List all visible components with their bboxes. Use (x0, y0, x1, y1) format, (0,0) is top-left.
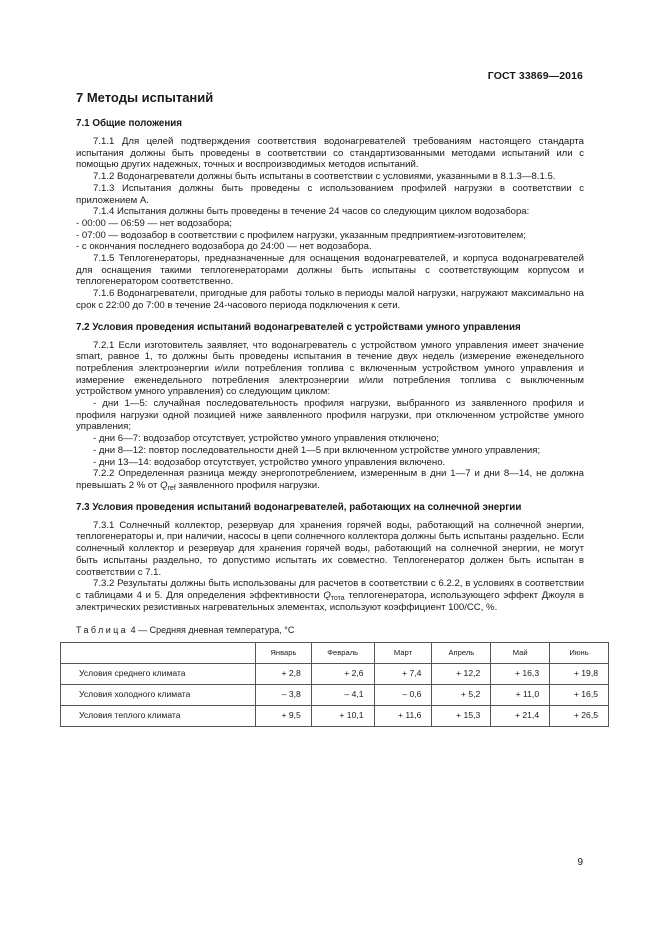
list-item: - дни 8—12: повтор последовательности дней 1—5 при включенном устройстве умного управления; (93, 444, 541, 456)
header-cell: Апрель (432, 643, 491, 664)
subsection-title-7-1: 7.1 Общие положения (76, 118, 183, 129)
paragraph-7-1-4: 7.1.4 Испытания должны быть проведены в течение 24 часов со следующим циклом водозабора: (93, 206, 530, 218)
section-title: 7 Методы испытаний (76, 90, 214, 105)
paragraph-7-1-6: 7.1.6 Водонагреватели, пригодные для работы только в периоды малой нагрузки, нагружают максимально на срок с 22:00 до 7:00 в течение 24-часового периода подключения к сети. (76, 288, 584, 311)
paragraph-7-1-3: 7.1.3 Испытания должны быть проведены с использованием профилей нагрузки в соответствии с приложением А. (76, 182, 584, 206)
table-header-row (61, 643, 609, 664)
table-cell: + 2,8 (256, 664, 312, 685)
subsection-title-7-3: 7.3 Условия проведения испытаний водонагревателей, работающих на солнечной энергии (76, 501, 522, 513)
header-cell: Январь (256, 643, 312, 664)
header-cell: Март (374, 643, 432, 664)
subsection-title-7-2: 7.2 Условия проведения испытаний водонагревателей с устройствами умного управления (76, 321, 521, 333)
table-cell: + 11,0 (491, 685, 550, 706)
table-cell: + 10,1 (311, 706, 374, 727)
list-item: - дни 6—7: водозабор отсутствует, устройство умного управления отключено; (93, 433, 439, 445)
table-cell: + 26,5 (550, 706, 609, 727)
temperature-table (60, 642, 609, 727)
table-caption: Таблица 4 — Средняя дневная температура, °С (76, 625, 295, 636)
table-cell: + 21,4 (491, 706, 550, 727)
page-content (76, 90, 598, 727)
row-label: Условия среднего климата (61, 664, 256, 685)
standard-code: ГОСТ 33869—2016 (487, 70, 583, 82)
table-cell: – 0,6 (374, 685, 432, 706)
table-row (61, 685, 609, 706)
table-row (61, 664, 609, 685)
row-label: Условия холодного климата (61, 685, 256, 706)
header-cell-empty (61, 643, 256, 664)
list-item: - 00:00 — 06:59 — нет водозабора; (76, 217, 232, 229)
paragraph-7-1-5: 7.1.5 Теплогенераторы, предназначенные для оснащения водонагревателей, и корпуса водонагревателей для оснащения такими теплогенераторами должны быть испытаны с соответствующим корпусом и теплогенератором соответственно. (76, 253, 584, 288)
table-cell: + 16,3 (491, 664, 550, 685)
header-cell: Февраль (311, 643, 374, 664)
table-cell: + 9,5 (256, 706, 312, 727)
table-cell: – 4,1 (311, 685, 374, 706)
list-item: - с окончания последнего водозабора до 24:00 — нет водозабора. (76, 241, 372, 253)
paragraph-7-2-2: 7.2.2 Определенная разница между энергопотреблением, измеренным в дни 1—7 и дни 8—14, не должна превышать 2 % от $Q_{ref}$ заявленного профиля нагрузки. (76, 468, 584, 492)
table-cell: + 7,4 (374, 664, 432, 685)
page-number: 9 (577, 857, 583, 868)
table-row (61, 706, 609, 727)
table-cell: – 3,8 (256, 685, 312, 706)
table-cell: + 2,6 (311, 664, 374, 685)
list-item: - 07:00 — водозабор в соответствии с профилем нагрузки, указанным предприятием-изготовителем; (76, 229, 526, 241)
paragraph-7-1-2: 7.1.2 Водонагреватели должны быть испытаны в соответствии с условиями, указанными в 8.1.3—8.1.5. (93, 171, 556, 183)
table-cell: + 11,6 (374, 706, 432, 727)
list-item: - дни 13—14: водозабор отсутствует, устройство умного управления включено. (93, 456, 446, 468)
table-cell: + 12,2 (432, 664, 491, 685)
header-cell: Май (491, 643, 550, 664)
paragraph-7-1-1: 7.1.1 Для целей подтверждения соответствия водонагревателей требованиям настоящего стандарта испытания должны быть проведены в соответствии со стандартизованными методами испытаний или с помощью других надежных, точных и воспроизводимых методов испытаний. (76, 136, 584, 171)
table-cell: + 5,2 (432, 685, 491, 706)
paragraph-7-3-2: 7.3.2 Результаты должны быть использованы для расчетов в соответствии с 6.2.2, в условиях в соответствии с таблицами 4 и 5. Для определения эффективности $Q_{тота}$ теплогенератора, использующего эффект Джоуля в электрических резистивных нагревательных элементах, используют коэффициент 100/СС, %. (76, 578, 585, 613)
table-cell: + 15,3 (432, 706, 491, 727)
paragraph-7-2-1: 7.2.1 Если изготовитель заявляет, что водонагреватель с устройством умного управления имеет значение smart, равное 1, то должны быть проведены испытания в течение двух недель (измерение еженедельного потребления электроэнергии и/или потребления топлива с включенным устройством умного управления и измерение еженедельного потребления электроэнергии и/или потребления топлива с выключенным устройством умного управления) со следующим циклом: (76, 339, 584, 398)
row-label: Условия теплого климата (61, 706, 256, 727)
header-cell: Июнь (550, 643, 609, 664)
table-cell: + 19,8 (550, 664, 609, 685)
list-item: - дни 1—5: случайная последовательность профиля нагрузки, выбранного из заявленного профиля и профиля нагрузки одной позицией ниже заявленного профиля нагрузки, при отключенном устройстве умного управления; (76, 398, 584, 433)
table-cell: + 16,5 (550, 685, 609, 706)
paragraph-7-3-1: 7.3.1 Солнечный коллектор, резервуар для хранения горячей воды, работающий на солнечной энергии, теплогенераторы и, при наличии, насосы в цепи солнечного коллектора должны быть испытаны раздельно. Если солнечный коллектор и резервуар для хранения горячей воды, работающий на солнечной энергии, не могут быть испытаны раздельно, то допустимо испытать их совместно. Теплогенератор должен быть испытан в соответствии с 7.1. (76, 519, 584, 578)
